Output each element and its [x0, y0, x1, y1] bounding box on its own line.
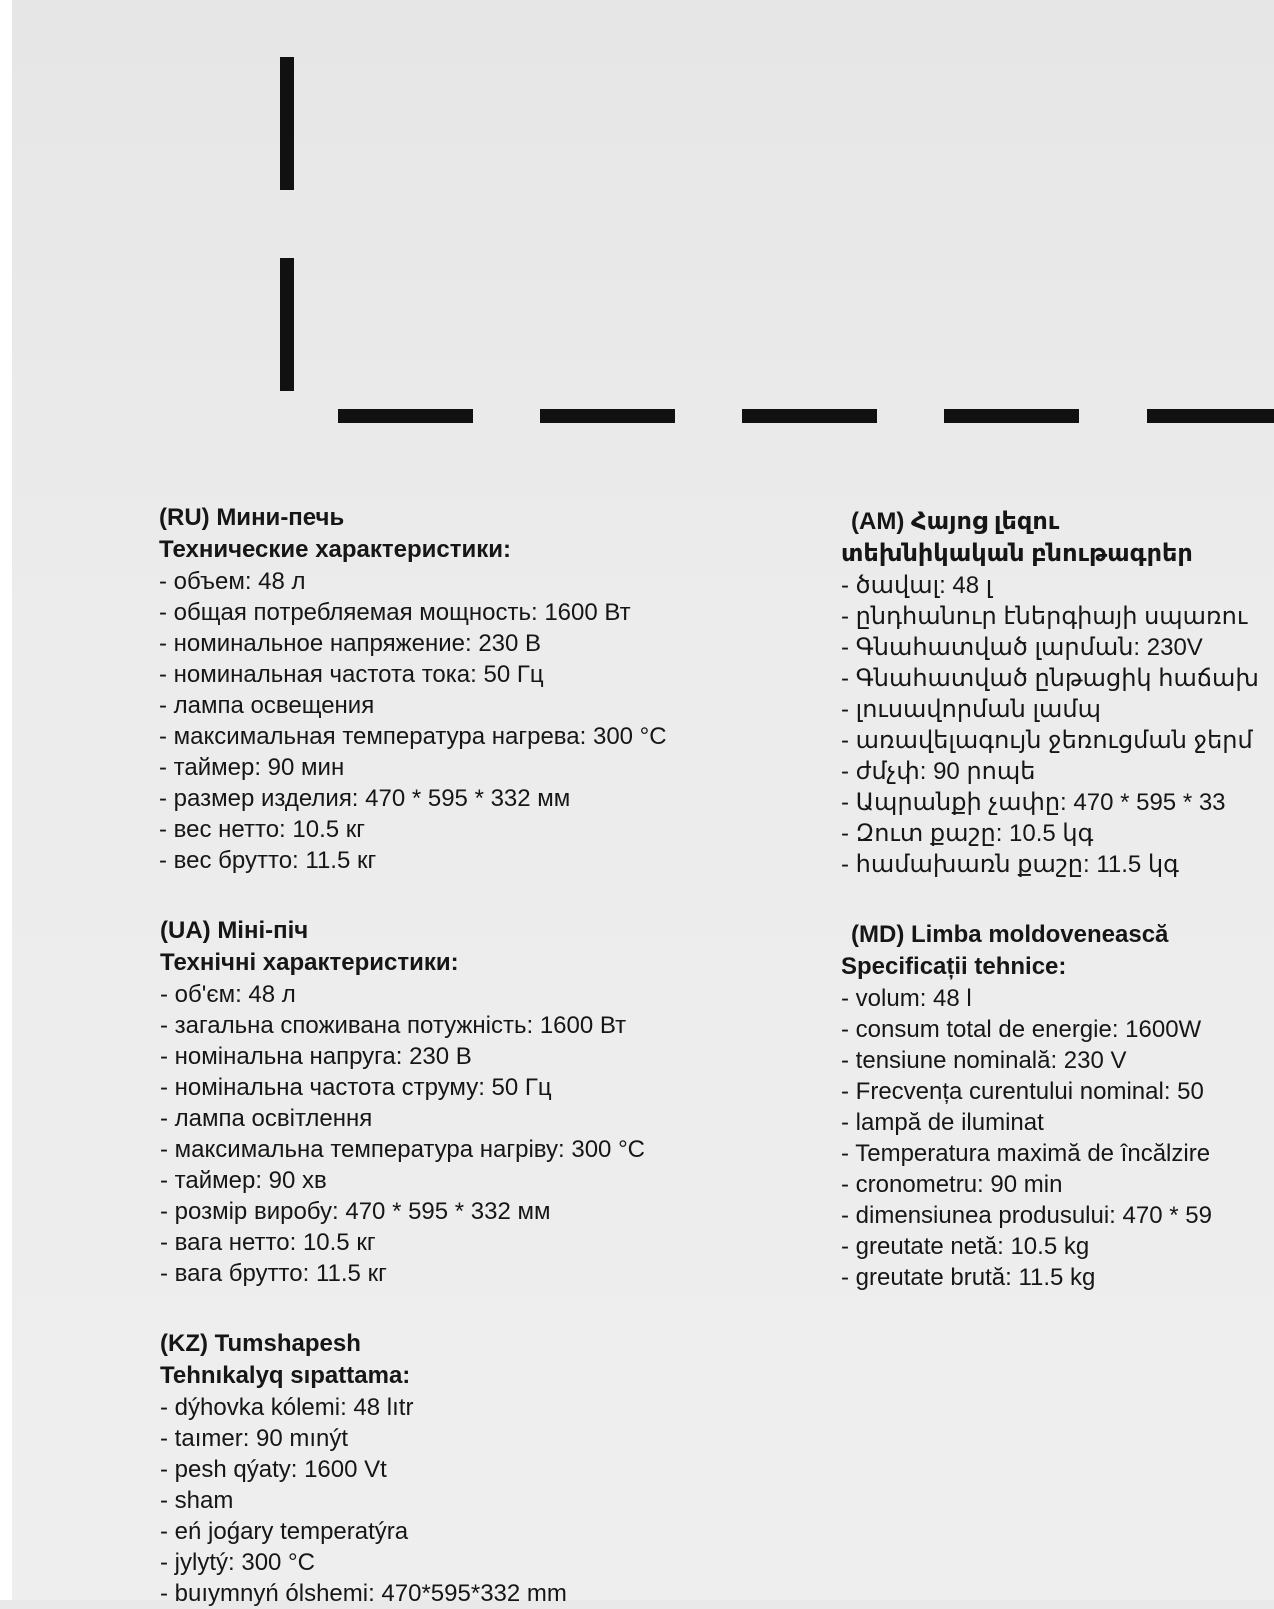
section-subtitle: տեխնիկական բնութագրեր: [841, 540, 1193, 567]
spec-item: - cronometru: 90 min: [841, 1169, 1212, 1200]
spec-item: - greutate brută: 11.5 kg: [841, 1262, 1212, 1293]
spec-item: - Զուտ քաշը: 10.5 կգ: [841, 818, 1259, 849]
guide-dash-horizontal: [540, 409, 675, 423]
section-subtitle: Specificații tehnice:: [841, 953, 1067, 980]
spec-list: [160, 979, 645, 1289]
spec-item: - Գնահատված լարման: 230V: [841, 632, 1259, 663]
guide-dash-vertical: [280, 57, 294, 190]
spec-item: - լուսավորման լամպ: [841, 694, 1259, 725]
spec-section-am: [841, 506, 1259, 880]
spec-section-kz: [160, 1328, 567, 1609]
section-title: (RU) Мини-печь: [159, 504, 345, 531]
spec-item: - вага брутто: 11.5 кг: [160, 1258, 645, 1289]
scan-edge: [0, 0, 12, 1600]
spec-item: - таймер: 90 мин: [159, 752, 667, 783]
spec-item: - Frecvența curentului nominal: 50: [841, 1076, 1212, 1107]
spec-section-ru: [159, 502, 667, 876]
spec-section-ua: [160, 915, 645, 1289]
section-subtitle: Технічні характеристики:: [160, 949, 459, 976]
spec-item: - розмір виробу: 470 * 595 * 332 мм: [160, 1196, 645, 1227]
spec-item: - համախառն քաշը: 11.5 կգ: [841, 849, 1259, 880]
spec-item: - таймер: 90 хв: [160, 1165, 645, 1196]
spec-item: - вага нетто: 10.5 кг: [160, 1227, 645, 1258]
guide-dash-vertical: [280, 258, 294, 391]
guide-dash-horizontal: [742, 409, 877, 423]
spec-section-md: [841, 919, 1212, 1293]
spec-item: - tensiune nominală: 230 V: [841, 1045, 1212, 1076]
spec-item: - առավելագույն ջեռուցման ջերմ: [841, 725, 1259, 756]
spec-item: - максимальна температура нагріву: 300 °C: [160, 1134, 645, 1165]
spec-item: - номинальное напряжение: 230 В: [159, 628, 667, 659]
spec-item: - номінальна напруга: 230 В: [160, 1041, 645, 1072]
spec-item: - eń joǵary temperatýra: [160, 1516, 567, 1547]
section-title: (UA) Міні-піч: [160, 917, 309, 944]
spec-item: - номинальная частота тока: 50 Гц: [159, 659, 667, 690]
spec-item: - dýhovka kólemi: 48 lıtr: [160, 1392, 567, 1423]
spec-item: - лампа освітлення: [160, 1103, 645, 1134]
spec-item: - максимальная температура нагрева: 300 °C: [159, 721, 667, 752]
spec-list: [160, 1392, 567, 1609]
spec-item: - загальна споживана потужність: 1600 Вт: [160, 1010, 645, 1041]
spec-list: [841, 983, 1212, 1293]
spec-item: - вес нетто: 10.5 кг: [159, 814, 667, 845]
spec-item: - Գնահատված ընթացիկ հաճախ: [841, 663, 1259, 694]
spec-item: - Temperatura maximă de încălzire: [841, 1138, 1212, 1169]
spec-item: - объем: 48 л: [159, 566, 667, 597]
spec-item: - buıymnyń ólshemi: 470*595*332 mm: [160, 1578, 567, 1609]
spec-list: [841, 570, 1259, 880]
guide-dash-horizontal: [944, 409, 1079, 423]
section-title: (AM) Հայոց լեզու: [851, 508, 1060, 535]
spec-item: - лампа освещения: [159, 690, 667, 721]
spec-item: - общая потребляемая мощность: 1600 Вт: [159, 597, 667, 628]
section-title: (KZ) Tumshapesh: [160, 1330, 361, 1357]
spec-item: - dimensiunea produsului: 470 * 59: [841, 1200, 1212, 1231]
spec-item: - lampă de iluminat: [841, 1107, 1212, 1138]
spec-item: - volum: 48 l: [841, 983, 1212, 1014]
spec-item: - ժմչփ: 90 րոպե: [841, 756, 1259, 787]
section-subtitle: Технические характеристики:: [159, 536, 512, 563]
spec-item: - ծավալ: 48 լ: [841, 570, 1259, 601]
spec-item: - jylytý: 300 °C: [160, 1547, 567, 1578]
spec-item: - pesh qýaty: 1600 Vt: [160, 1454, 567, 1485]
spec-item: - sham: [160, 1485, 567, 1516]
section-subtitle: Tehnıkalyq sıpattama:: [160, 1362, 411, 1389]
spec-item: - Ապրանքի չափը: 470 * 595 * 33: [841, 787, 1259, 818]
spec-list: [159, 566, 667, 876]
spec-item: - об'єм: 48 л: [160, 979, 645, 1010]
guide-dash-horizontal: [338, 409, 473, 423]
guide-dash-horizontal: [1147, 409, 1274, 423]
section-title: (MD) Limba moldovenească: [851, 921, 1169, 948]
spec-item: - вес брутто: 11.5 кг: [159, 845, 667, 876]
spec-item: - ընդհանուր էներգիայի սպառու: [841, 601, 1259, 632]
spec-item: - greutate netă: 10.5 kg: [841, 1231, 1212, 1262]
spec-item: - размер изделия: 470 * 595 * 332 мм: [159, 783, 667, 814]
spec-item: - номінальна частота струму: 50 Гц: [160, 1072, 645, 1103]
spec-item: - consum total de energie: 1600W: [841, 1014, 1212, 1045]
spec-item: - taımer: 90 mınýt: [160, 1423, 567, 1454]
